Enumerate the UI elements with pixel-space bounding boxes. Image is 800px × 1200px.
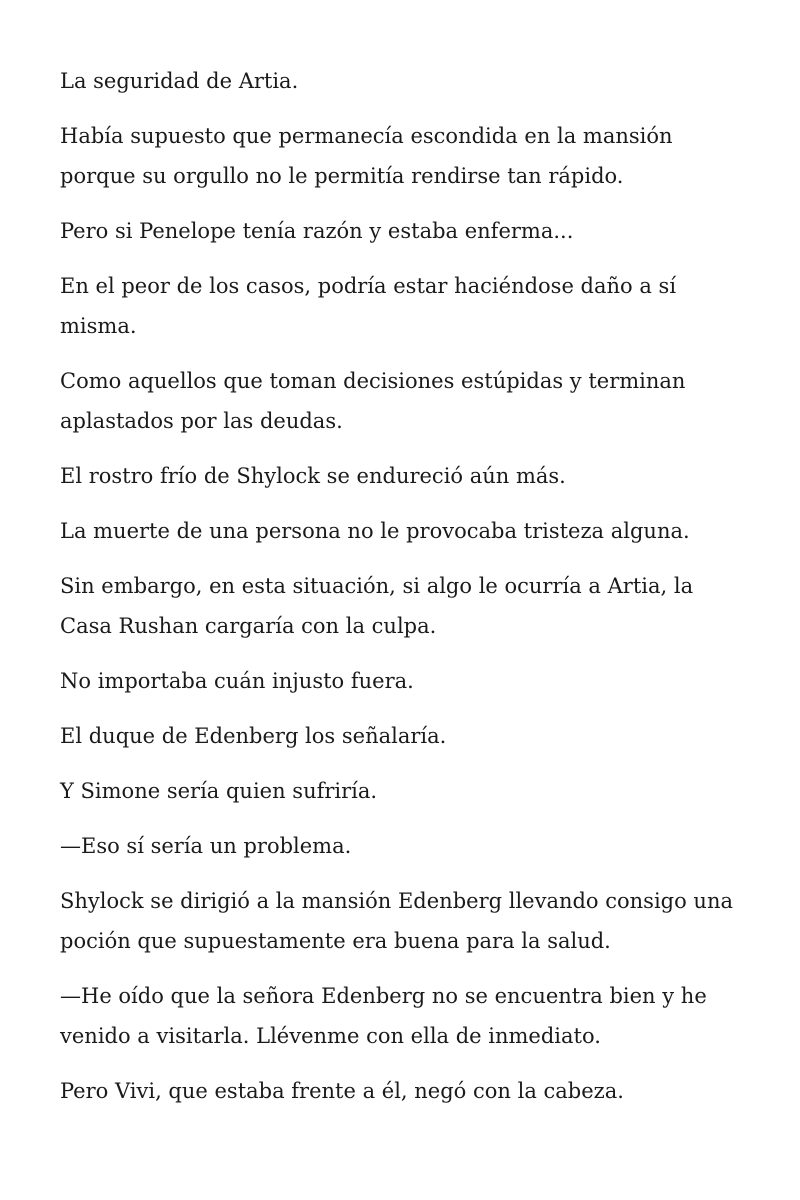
paragraph: Como aquellos que toman decisiones estúpidas y terminan aplastados por las deudas. [60,369,686,433]
document-body [60,61,750,1126]
paragraph: Pero Vivi, que estaba frente a él, negó con la cabeza. [60,1079,624,1103]
paragraph: Había supuesto que permanecía escondida en la mansión porque su orgullo no le permitía rendirse tan rápido. [60,124,673,188]
paragraph: Y Simone sería quien sufriría. [60,779,378,803]
paragraph: La seguridad de Artia. [60,69,299,93]
paragraph: La muerte de una persona no le provocaba tristeza alguna. [60,519,690,543]
paragraph: Pero si Penelope tenía razón y estaba enferma... [60,219,574,243]
paragraph: No importaba cuán injusto fuera. [60,669,414,693]
paragraph: —He oído que la señora Edenberg no se encuentra bien y he venido a visitarla. Llévenme con ella de inmediato. [60,984,707,1048]
paragraph: Sin embargo, en esta situación, si algo le ocurría a Artia, la Casa Rushan cargaría con la culpa. [60,574,694,638]
paragraph: El rostro frío de Shylock se endureció aún más. [60,464,566,488]
paragraph: —Eso sí sería un problema. [60,834,352,858]
paragraph: En el peor de los casos, podría estar haciéndose daño a sí misma. [60,274,677,338]
paragraph: Shylock se dirigió a la mansión Edenberg llevando consigo una poción que supuestamente era buena para la salud. [60,889,734,953]
paragraph: El duque de Edenberg los señalaría. [60,724,447,748]
